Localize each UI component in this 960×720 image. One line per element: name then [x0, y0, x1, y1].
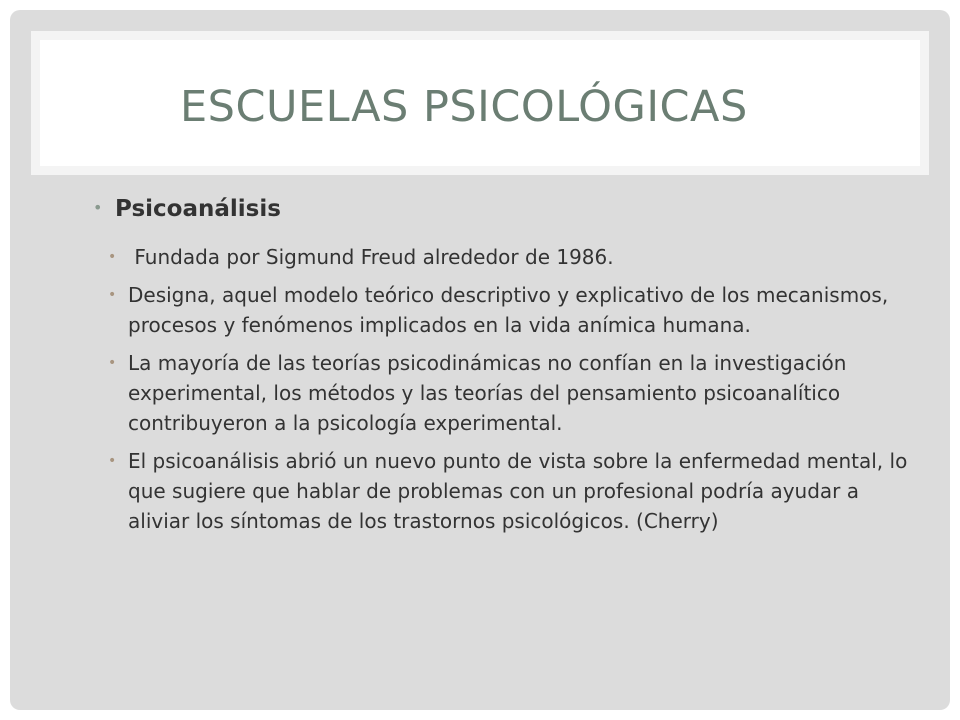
slide-content — [10, 10, 950, 710]
list-item-text: El psicoanálisis abrió un nuevo punto de vista sobre la enfermedad mental, lo que sugiere que hablar de problemas con un profesional podría ayudar a aliviar los síntomas de los trastornos psicológicos. (Cherry) — [128, 449, 908, 533]
section-label: Psicoanálisis — [115, 196, 281, 222]
list-item — [108, 348, 908, 438]
list-item-text: Designa, aquel modelo teórico descriptivo y explicativo de los mecanismos, procesos y fenómenos implicados en la vida anímica humana. — [128, 283, 889, 337]
list-item — [108, 242, 908, 272]
bullet-icon: • — [108, 453, 117, 469]
list-item-text: Fundada por Sigmund Freud alrededor de 1986. — [128, 245, 614, 269]
list-item — [108, 280, 908, 340]
section-heading — [93, 196, 281, 222]
list-item-text: La mayoría de las teorías psicodinámicas no confían en la investigación experimental, los métodos y las teorías del pensamiento psicoanalítico contribuyeron a la psicología experimental. — [128, 351, 847, 435]
slide — [10, 10, 950, 710]
bullet-icon: • — [108, 287, 117, 303]
bullet-list — [108, 242, 908, 544]
list-item — [108, 446, 908, 536]
bullet-icon: • — [93, 198, 103, 217]
bullet-icon: • — [108, 249, 117, 265]
slide-title: ESCUELAS PSICOLÓGICAS — [180, 82, 748, 132]
bullet-icon: • — [108, 355, 117, 371]
